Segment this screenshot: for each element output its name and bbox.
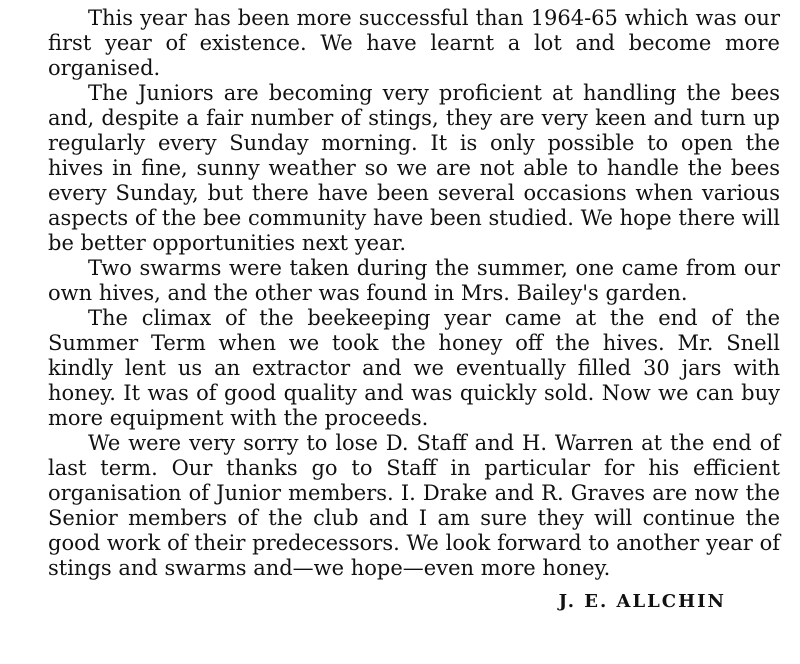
paragraph-5: We were very sorry to lose D. Staff and H. Warren at the end of last term. Our thanks go to Staff in particular for his efficient organisation of Junior members. I. Drake and R. Graves are now the Senior members of the club and I am sure they will continue the good work of their predecessors. We look forward to another year of stings and swarms and—we hope—even more honey. [48, 431, 780, 580]
paragraph-1: This year has been more successful than 1964-65 which was our first year of existence. We have learnt a lot and become more organised. [48, 6, 780, 80]
article-body [48, 6, 780, 614]
author-signature: J. E. ALLCHIN [558, 591, 726, 612]
paragraph-3: Two swarms were taken during the summer, one came from our own hives, and the other was found in Mrs. Bailey's garden. [48, 256, 780, 305]
paragraph-2: The Juniors are becoming very proficient at handling the bees and, despite a fair number of stings, they are very keen and turn up regularly every Sunday morning. It is only possible to open the hives in fine, sunny weather so we are not able to handle the bees every Sunday, but there have been several occasions when various aspects of the bee community have been studied. We hope there will be better opportunities next year. [48, 81, 780, 255]
paragraph-4: The climax of the beekeeping year came at the end of the Summer Term when we took the honey off the hives. Mr. Snell kindly lent us an extractor and we eventually filled 30 jars with honey. It was of good quality and was quickly sold. Now we can buy more equipment with the proceeds. [48, 306, 780, 430]
